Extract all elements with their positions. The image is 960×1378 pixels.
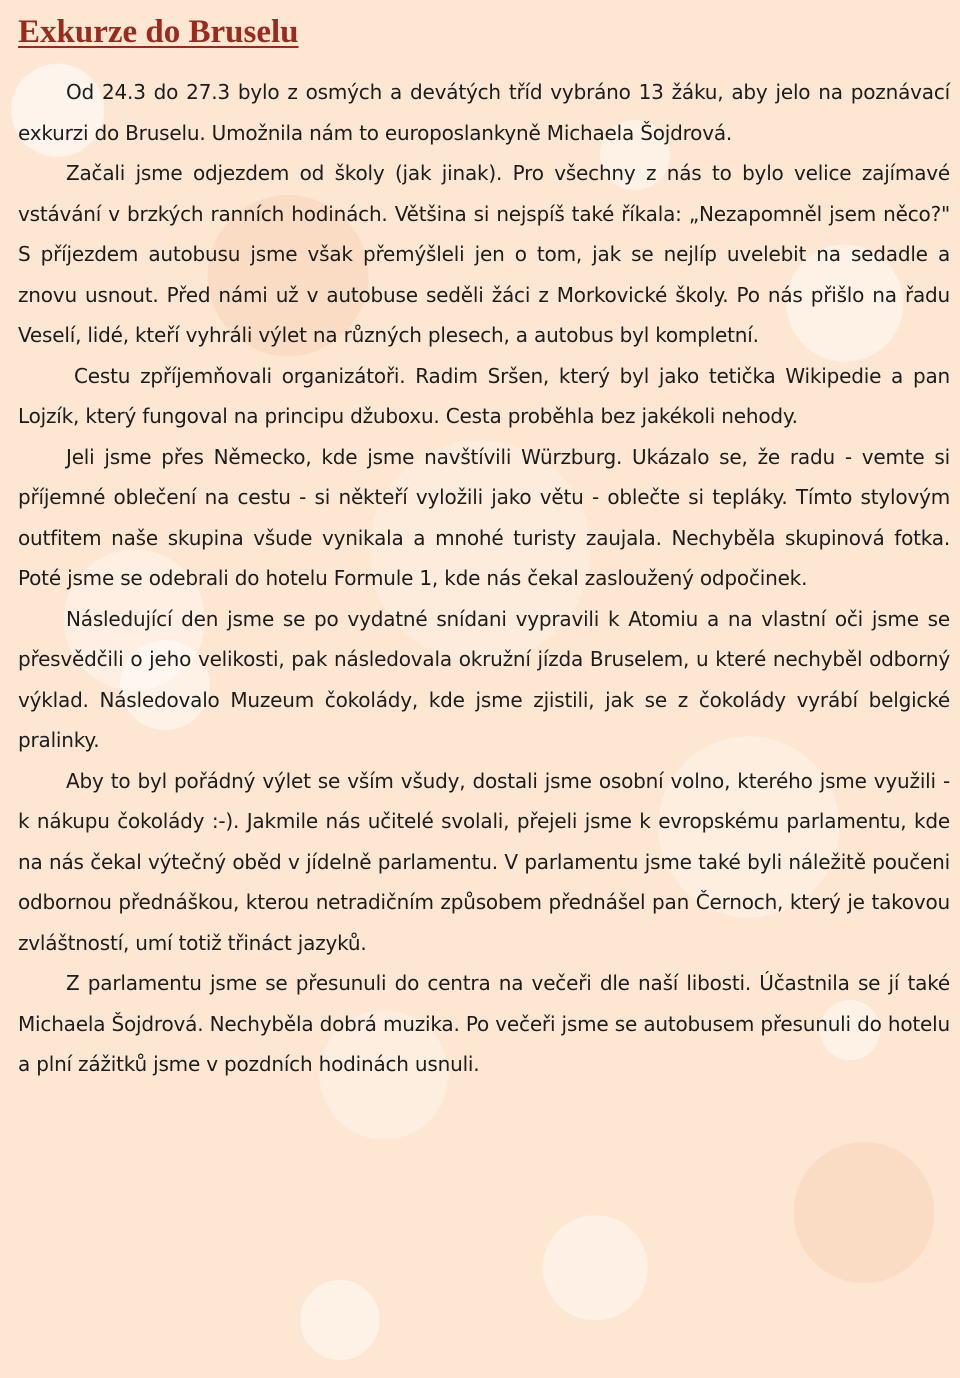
paragraph: Z parlamentu jsme se přesunuli do centra na večeři dle naší libosti. Účastnila se jí také Michaela Šojdrová. Nechyběla dobrá muzika. Po večeři jsme se autobusem přesunuli do hotelu a plní zážitků jsme v pozdních hodinách usnuli. bbox=[18, 971, 950, 1076]
paragraph: Jeli jsme přes Německo, kde jsme navštívili Würzburg. Ukázalo se, že radu - vemte si příjemné oblečení na cestu - si někteří vyložili jako větu - oblečte si tepláky. Tímto stylovým outfitem naše skupina všude vynikala a mnohé turisty zaujala. Nechyběla skupinová fotka. Poté jsme se odebrali do hotelu Formule 1, kde nás čekal zasloužený odpočinek. bbox=[18, 444, 950, 590]
paragraph: Od 24.3 do 27.3 bylo z osmých a devátých tříd vybráno 13 žáku, aby jelo na poznávací exkurzi do Bruselu. Umožnila nám to europoslankyně Michaela Šojdrová. bbox=[18, 80, 950, 145]
background-splatter bbox=[300, 1280, 380, 1360]
paragraph: Následující den jsme se po vydatné snídani vypravili k Atomiu a na vlastní oči jsme se přesvědčili o jeho velikosti, pak následovala okružní jízda Bruselem, u které nechyběl odborný výklad. Následovalo Muzeum čokolády, kde jsme zjistili, jak se z čokolády vyrábí belgické pralinky. bbox=[18, 606, 950, 752]
paragraph: Aby to byl pořádný výlet se vším všudy, dostali jsme osobní volno, kterého jsme využili - k nákupu čokolády :-). Jakmile nás učitelé svolali, přejeli jsme k evropskému parlamentu, kde na nás čekal výtečný oběd v jídelně parlamentu. V parlamentu jsme také byli náležitě poučeni odbornou přednáškou, kterou netradičním způsobem přednášel pan Černoch, který je takovou zvláštností, umí totiž třináct jazyků. bbox=[18, 768, 950, 955]
page-title: Exkurze do Bruselu bbox=[18, 14, 299, 50]
article-body bbox=[18, 72, 950, 1085]
paragraph: Začali jsme odjezdem od školy (jak jinak). Pro všechny z nás to bylo velice zajímavé vstávání v brzkých ranních hodinách. Většina si nejspíš také říkala: „Nezapomněl jsem něco?" S příjezdem autobusu jsme však přemýšleli jen o tom, jak se nejlíp uvelebit na sedadle a znovu usnout. Před námi už v autobuse seděli žáci z Morkovické školy. Po nás přišlo na řadu Veselí, lidé, kteří vyhráli výlet na různých plesech, a autobus byl kompletní. bbox=[18, 161, 950, 347]
paragraph: Cestu zpříjemňovali organizátoři. Radim Sršen, který byl jako tetička Wikipedie a pan Lojzík, který fungoval na principu džuboxu. Cesta proběhla bez jakékoli nehody. bbox=[18, 363, 950, 428]
